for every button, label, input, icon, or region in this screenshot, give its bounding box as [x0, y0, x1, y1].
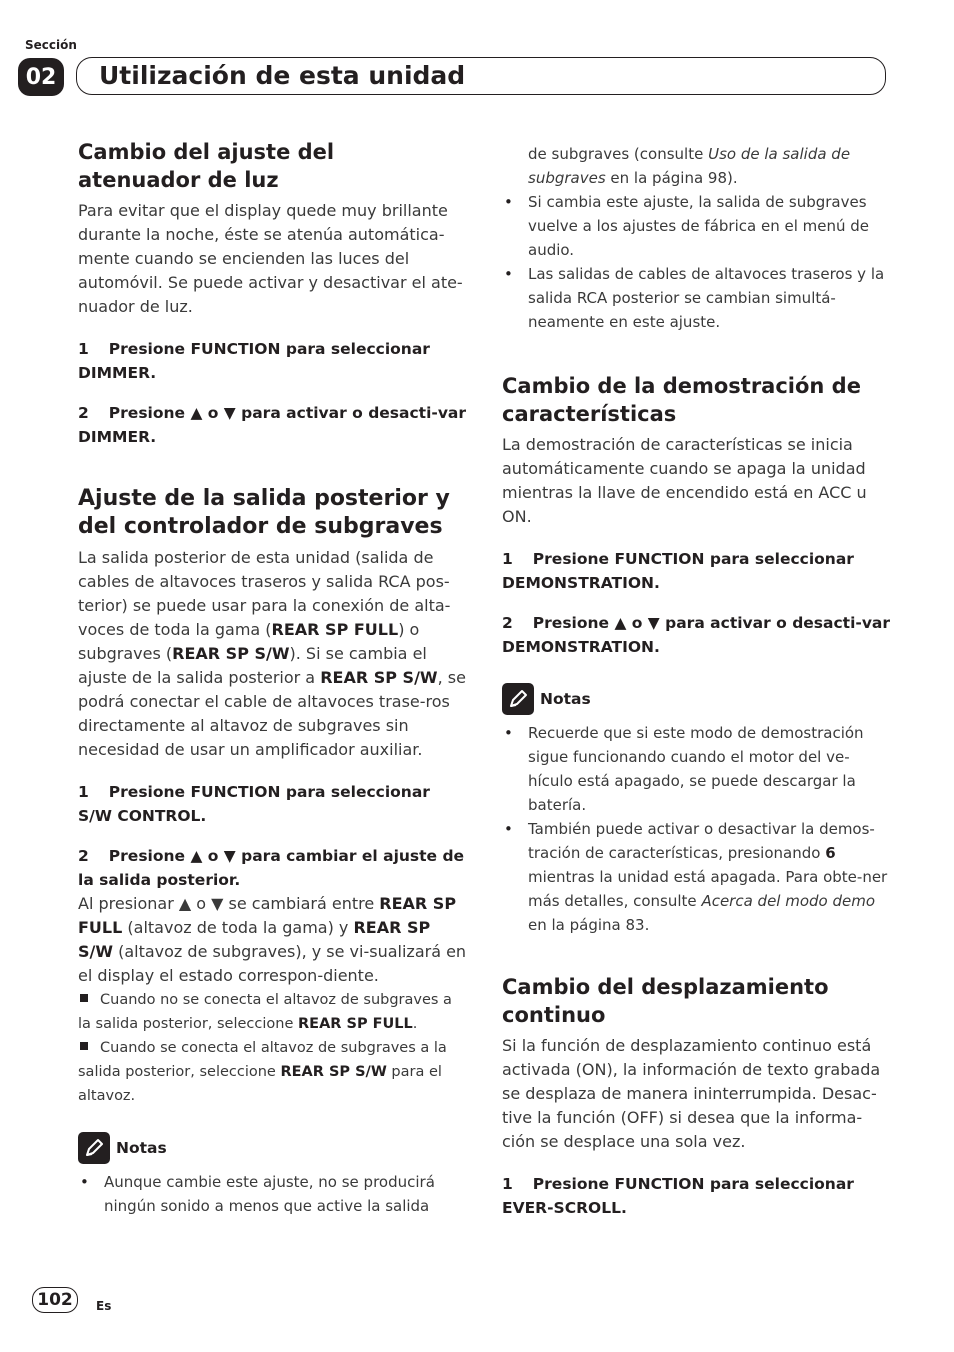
section-number-badge: 02: [18, 58, 64, 96]
notes-header: Notas: [502, 683, 894, 715]
square-bullet-item: Cuando se conecta el altavoz de subgraves a la salida posterior, seleccione REAR SP S/W para el altavoz.: [78, 1040, 447, 1104]
pencil-note-icon: [502, 683, 534, 715]
scroll-body: Si la función de desplazamiento continuo está activada (ON), la información de texto grabada se desplaza de manera ininterrumpida. Desac-tive la función (OFF) si desea que la informa-ción se desplace una sola vez.: [502, 1036, 881, 1151]
note-item: • Las salidas de cables de altavoces traseros y la salida RCA posterior se cambian simultá-neamente en este ajuste.: [502, 262, 894, 334]
note-item-continued: de subgraves (consulte Uso de la salida de subgraves en la página 98).: [528, 145, 851, 187]
notes-list-continued: [502, 142, 894, 334]
rear-output-body: La salida posterior de esta unidad (salida de cables de altavoces traseros y salida RCA pos-terior) se puede usar para la conexión de alta-voces de toda la gama (REAR SP FULL) o subgraves (REAR SP S/W). Si se cambia el ajuste de la salida posterior a REAR SP S/W, se podrá conectar el cable de altavoces trase-ros directamente al altavoz de subgraves sin necesidad de usar un amplificador auxiliar.: [78, 548, 466, 759]
square-bullet-icon: [80, 1042, 88, 1050]
left-column: [78, 138, 468, 1218]
notes-list: [502, 721, 894, 937]
notes-list: [78, 1170, 468, 1218]
note-item: • También puede activar o desactivar la demos-tración de características, presionando 6 mientras la unidad está apagada. Para obte-ner más detalles, consulte Acerca del modo demo en la página 83.: [502, 817, 894, 937]
demo-heading: Cambio de la demostración de características: [502, 374, 861, 426]
language-code: Es: [96, 1299, 112, 1313]
dimmer-step-2: 2 Presione ▲ o ▼ para activar o desacti-var DIMMER.: [78, 404, 467, 446]
page-number: 102: [32, 1287, 78, 1313]
demo-body: La demostración de características se inicia automáticamente cuando se apaga la unidad mientras la llave de encendido está en ACC u ON.: [502, 435, 867, 526]
section-label: Sección: [25, 38, 77, 52]
demo-step-2: 2 Presione ▲ o ▼ para activar o desacti-var DEMONSTRATION.: [502, 614, 891, 656]
note-item: • Si cambia este ajuste, la salida de subgraves vuelve a los ajustes de fábrica en el menú de audio.: [502, 190, 894, 262]
notes-header: Notas: [78, 1132, 468, 1164]
pencil-note-icon: [78, 1132, 110, 1164]
scroll-step-1: 1 Presione FUNCTION para seleccionar EVER-SCROLL.: [502, 1175, 854, 1217]
square-bullet-item: Cuando no se conecta el altavoz de subgraves a la salida posterior, seleccione REAR SP FULL.: [78, 992, 452, 1032]
chapter-title: Utilización de esta unidad: [99, 61, 466, 90]
dimmer-heading: Cambio del ajuste del atenuador de luz: [78, 140, 335, 192]
right-column: [502, 142, 894, 1220]
rear-output-step-2: 2 Presione ▲ o ▼ para cambiar el ajuste de la salida posterior.: [78, 847, 465, 889]
scroll-heading: Cambio del desplazamiento continuo: [502, 975, 829, 1027]
rear-output-step-2-detail: Al presionar ▲ o ▼ se cambiará entre REAR SP FULL (altavoz de toda la gama) y REAR SP S/W (altavoz de subgraves), y se vi-sualizará en el display el estado correspon-diente.: [78, 894, 467, 985]
note-item: • Aunque cambie este ajuste, no se producirá ningún sonido a menos que active la salida: [78, 1170, 468, 1218]
note-item: • Recuerde que si este modo de demostración sigue funcionando cuando el motor del ve-hículo está apagado, se puede descargar la batería.: [502, 721, 894, 817]
rear-output-heading: Ajuste de la salida posterior y del controlador de subgraves: [78, 486, 450, 539]
chapter-title-bar: [76, 57, 886, 95]
rear-output-step-1: 1 Presione FUNCTION para seleccionar S/W CONTROL.: [78, 783, 430, 825]
dimmer-body: Para evitar que el display quede muy brillante durante la noche, éste se atenúa automática-mente cuando se encienden las luces del automóvil. Se puede activar y desactivar el ate-nuador de luz.: [78, 201, 463, 316]
square-bullet-icon: [80, 994, 88, 1002]
demo-step-1: 1 Presione FUNCTION para seleccionar DEMONSTRATION.: [502, 550, 854, 592]
dimmer-step-1: 1 Presione FUNCTION para seleccionar DIMMER.: [78, 340, 430, 382]
